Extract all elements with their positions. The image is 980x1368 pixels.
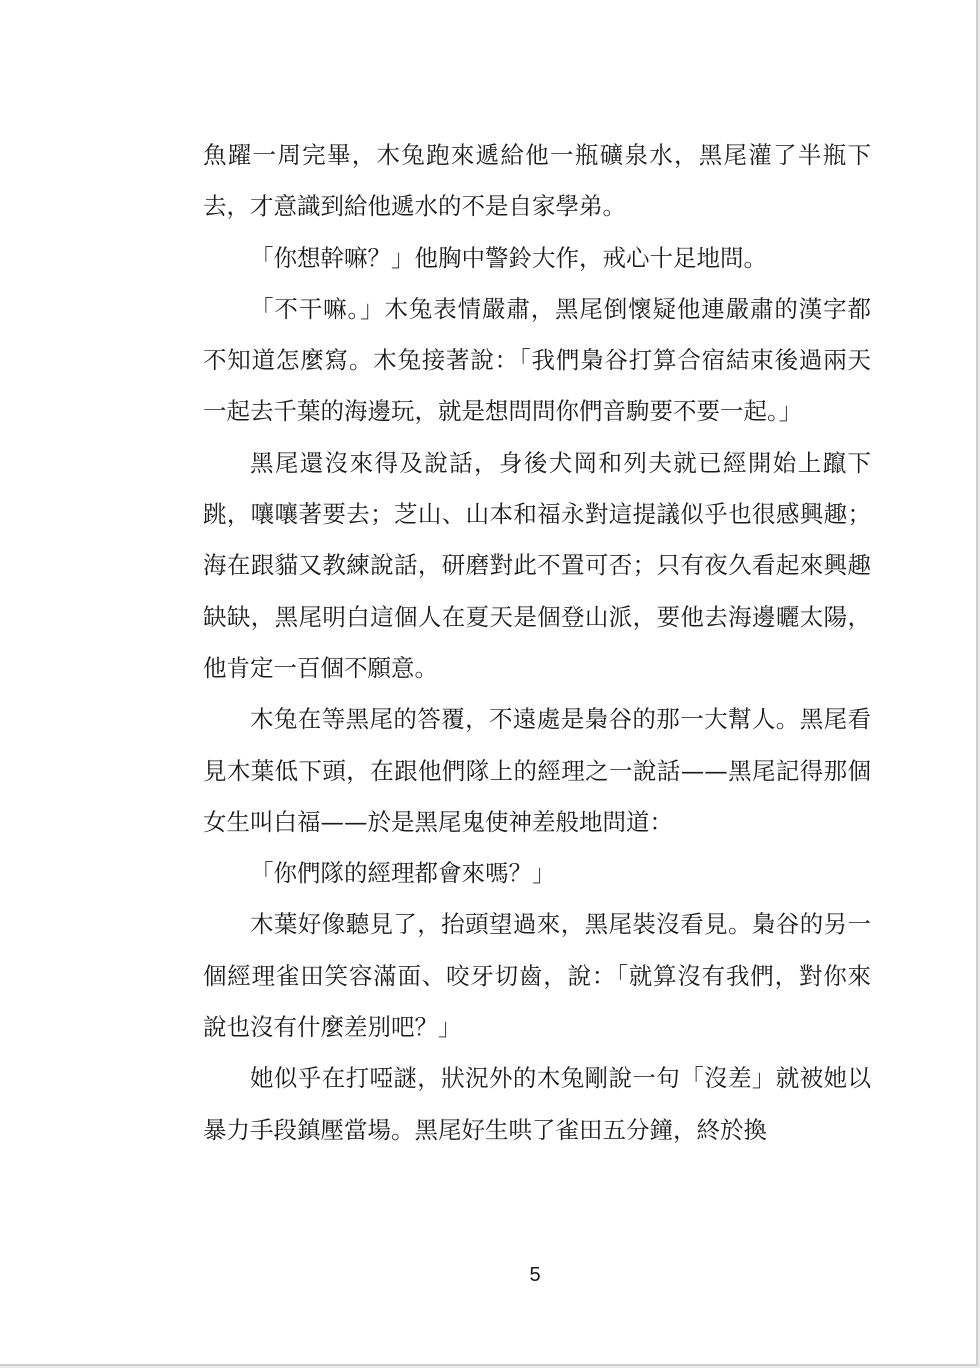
- paragraph-2: 「你想幹嘛？」他胸中警鈴大作，戒心十足地問。: [250, 243, 767, 272]
- body-text: [203, 130, 871, 1156]
- paragraph-8: 她似乎在打啞謎，狀況外的木兔剛說一句「沒差」就被她以暴力手段鎮壓當場。黑尾好生哄了雀田五分鐘，終於換: [203, 1064, 871, 1144]
- paragraph-7: 木葉好像聽見了，抬頭望過來，黑尾裝沒看見。梟谷的另一個經理雀田笑容滿面、咬牙切齒，說：「就算沒有我們，對你來說也沒有什麼差別吧？」: [203, 910, 871, 1042]
- paragraph-5: 木兔在等黑尾的答覆，不遠處是梟谷的那一大幫人。黑尾看見木葉低下頭，在跟他們隊上的經理之一說話——黑尾記得那個女生叫白福——於是黑尾鬼使神差般地問道：: [203, 705, 871, 836]
- page-number: 5: [529, 1264, 541, 1286]
- paragraph-3: 「不干嘛。」木兔表情嚴肅，黑尾倒懷疑他連嚴肅的漢字都不知道怎麼寫。木兔接著說：「我們梟谷打算合宿結束後過兩天一起去千葉的海邊玩，就是想問問你們音駒要不要一起。」: [203, 294, 871, 426]
- paragraph-4: 黑尾還沒來得及說話，身後犬岡和列夫就已經開始上躥下跳，嚷嚷著要去；芝山、山本和福永對這提議似乎也很感興趣；海在跟貓又教練說話，研磨對此不置可否；只有夜久看起來興趣缺缺，黑尾明白這個人在夏天是個登山派，要他去海邊曬太陽，他肯定一百個不願意。: [203, 448, 871, 682]
- paragraph-1: 魚躍一周完畢，木兔跑來遞給他一瓶礦泉水，黑尾灌了半瓶下去，才意識到給他遞水的不是自家學弟。: [203, 141, 871, 221]
- paragraph-6: 「你們隊的經理都會來嗎？」: [250, 859, 556, 888]
